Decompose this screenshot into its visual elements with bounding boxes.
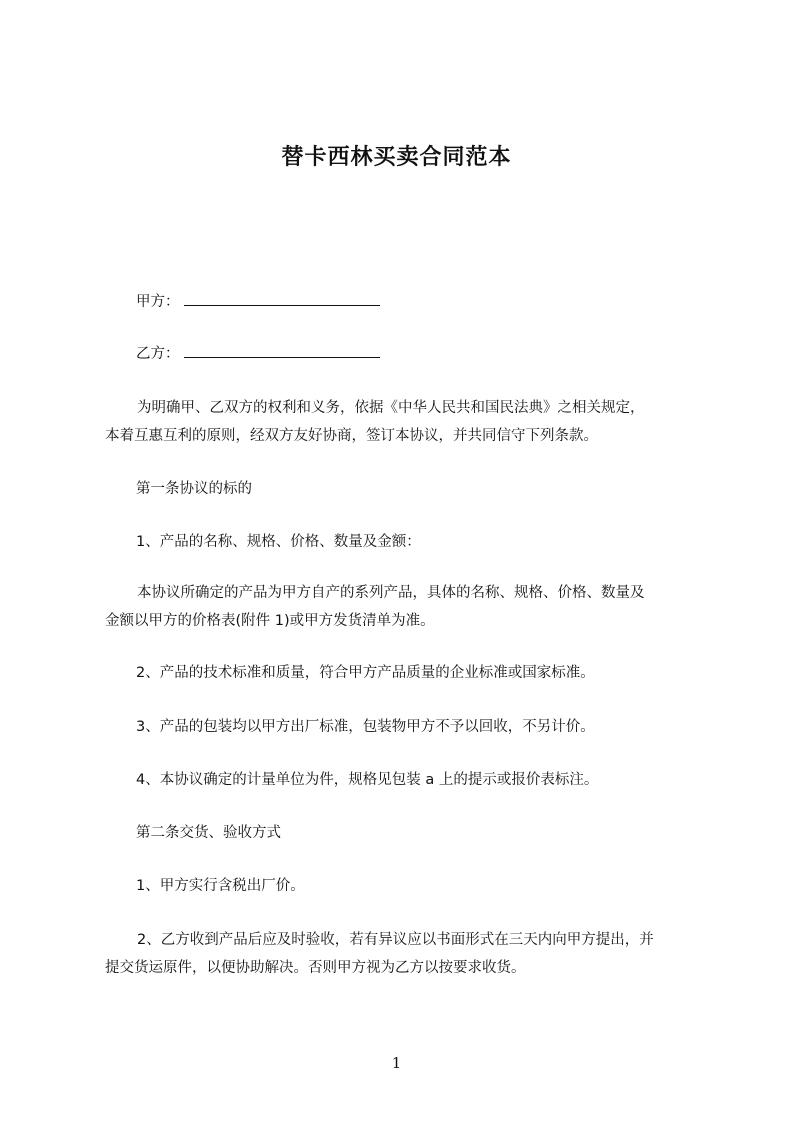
party-b-label: 乙方：	[136, 346, 180, 362]
document-title: 替卡西林买卖合同范本	[281, 145, 512, 170]
article-1-item-3: 3、产品的包装均以甲方出厂标准，包装物甲方不予以回收，不另计价。	[136, 719, 595, 735]
item-1-detail-paragraph	[105, 579, 705, 635]
item-1-detail-line-2: 金额以甲方的价格表(附件 1)或甲方发货清单为准。	[105, 613, 435, 629]
article-2-item-1: 1、甲方实行含税出厂价。	[136, 878, 305, 894]
article-2-heading: 第二条交货、验收方式	[136, 825, 281, 841]
party-a-line	[136, 290, 736, 314]
item-1-detail-line-1: 本协议所确定的产品为甲方自产的系列产品，具体的名称、规格、价格、数量及	[137, 585, 645, 601]
article-1-item-1: 1、产品的名称、规格、价格、数量及金额：	[136, 534, 421, 550]
article-1-item-4: 4、本协议确定的计量单位为件，规格见包装 a 上的提示或报价表标注。	[136, 772, 599, 788]
article-2-item-2-line-2: 提交货运原件，以便协助解决。否则甲方视为乙方以按要求收货。	[105, 960, 526, 976]
article-1-item-2: 2、产品的技术标准和质量，符合甲方产品质量的企业标准或国家标准。	[136, 665, 595, 681]
intro-paragraph	[105, 394, 705, 450]
party-a-label: 甲方：	[136, 294, 180, 310]
article-2-item-2-line-1: 2、乙方收到产品后应及时验收，若有异议应以书面形式在三天内向甲方提出，并	[137, 932, 654, 948]
page-number: 1	[391, 1054, 402, 1072]
party-a-blank	[184, 290, 380, 306]
intro-line-1: 为明确甲、乙双方的权利和义务，依据《中华人民共和国民法典》之相关规定，	[137, 400, 645, 416]
intro-line-2: 本着互惠互利的原则，经双方友好协商，签订本协议，并共同信守下列条款。	[105, 428, 598, 444]
party-b-blank	[184, 342, 380, 358]
article-2-item-2-paragraph	[105, 926, 705, 982]
article-1-heading: 第一条协议的标的	[136, 481, 252, 497]
party-b-line	[136, 342, 736, 366]
